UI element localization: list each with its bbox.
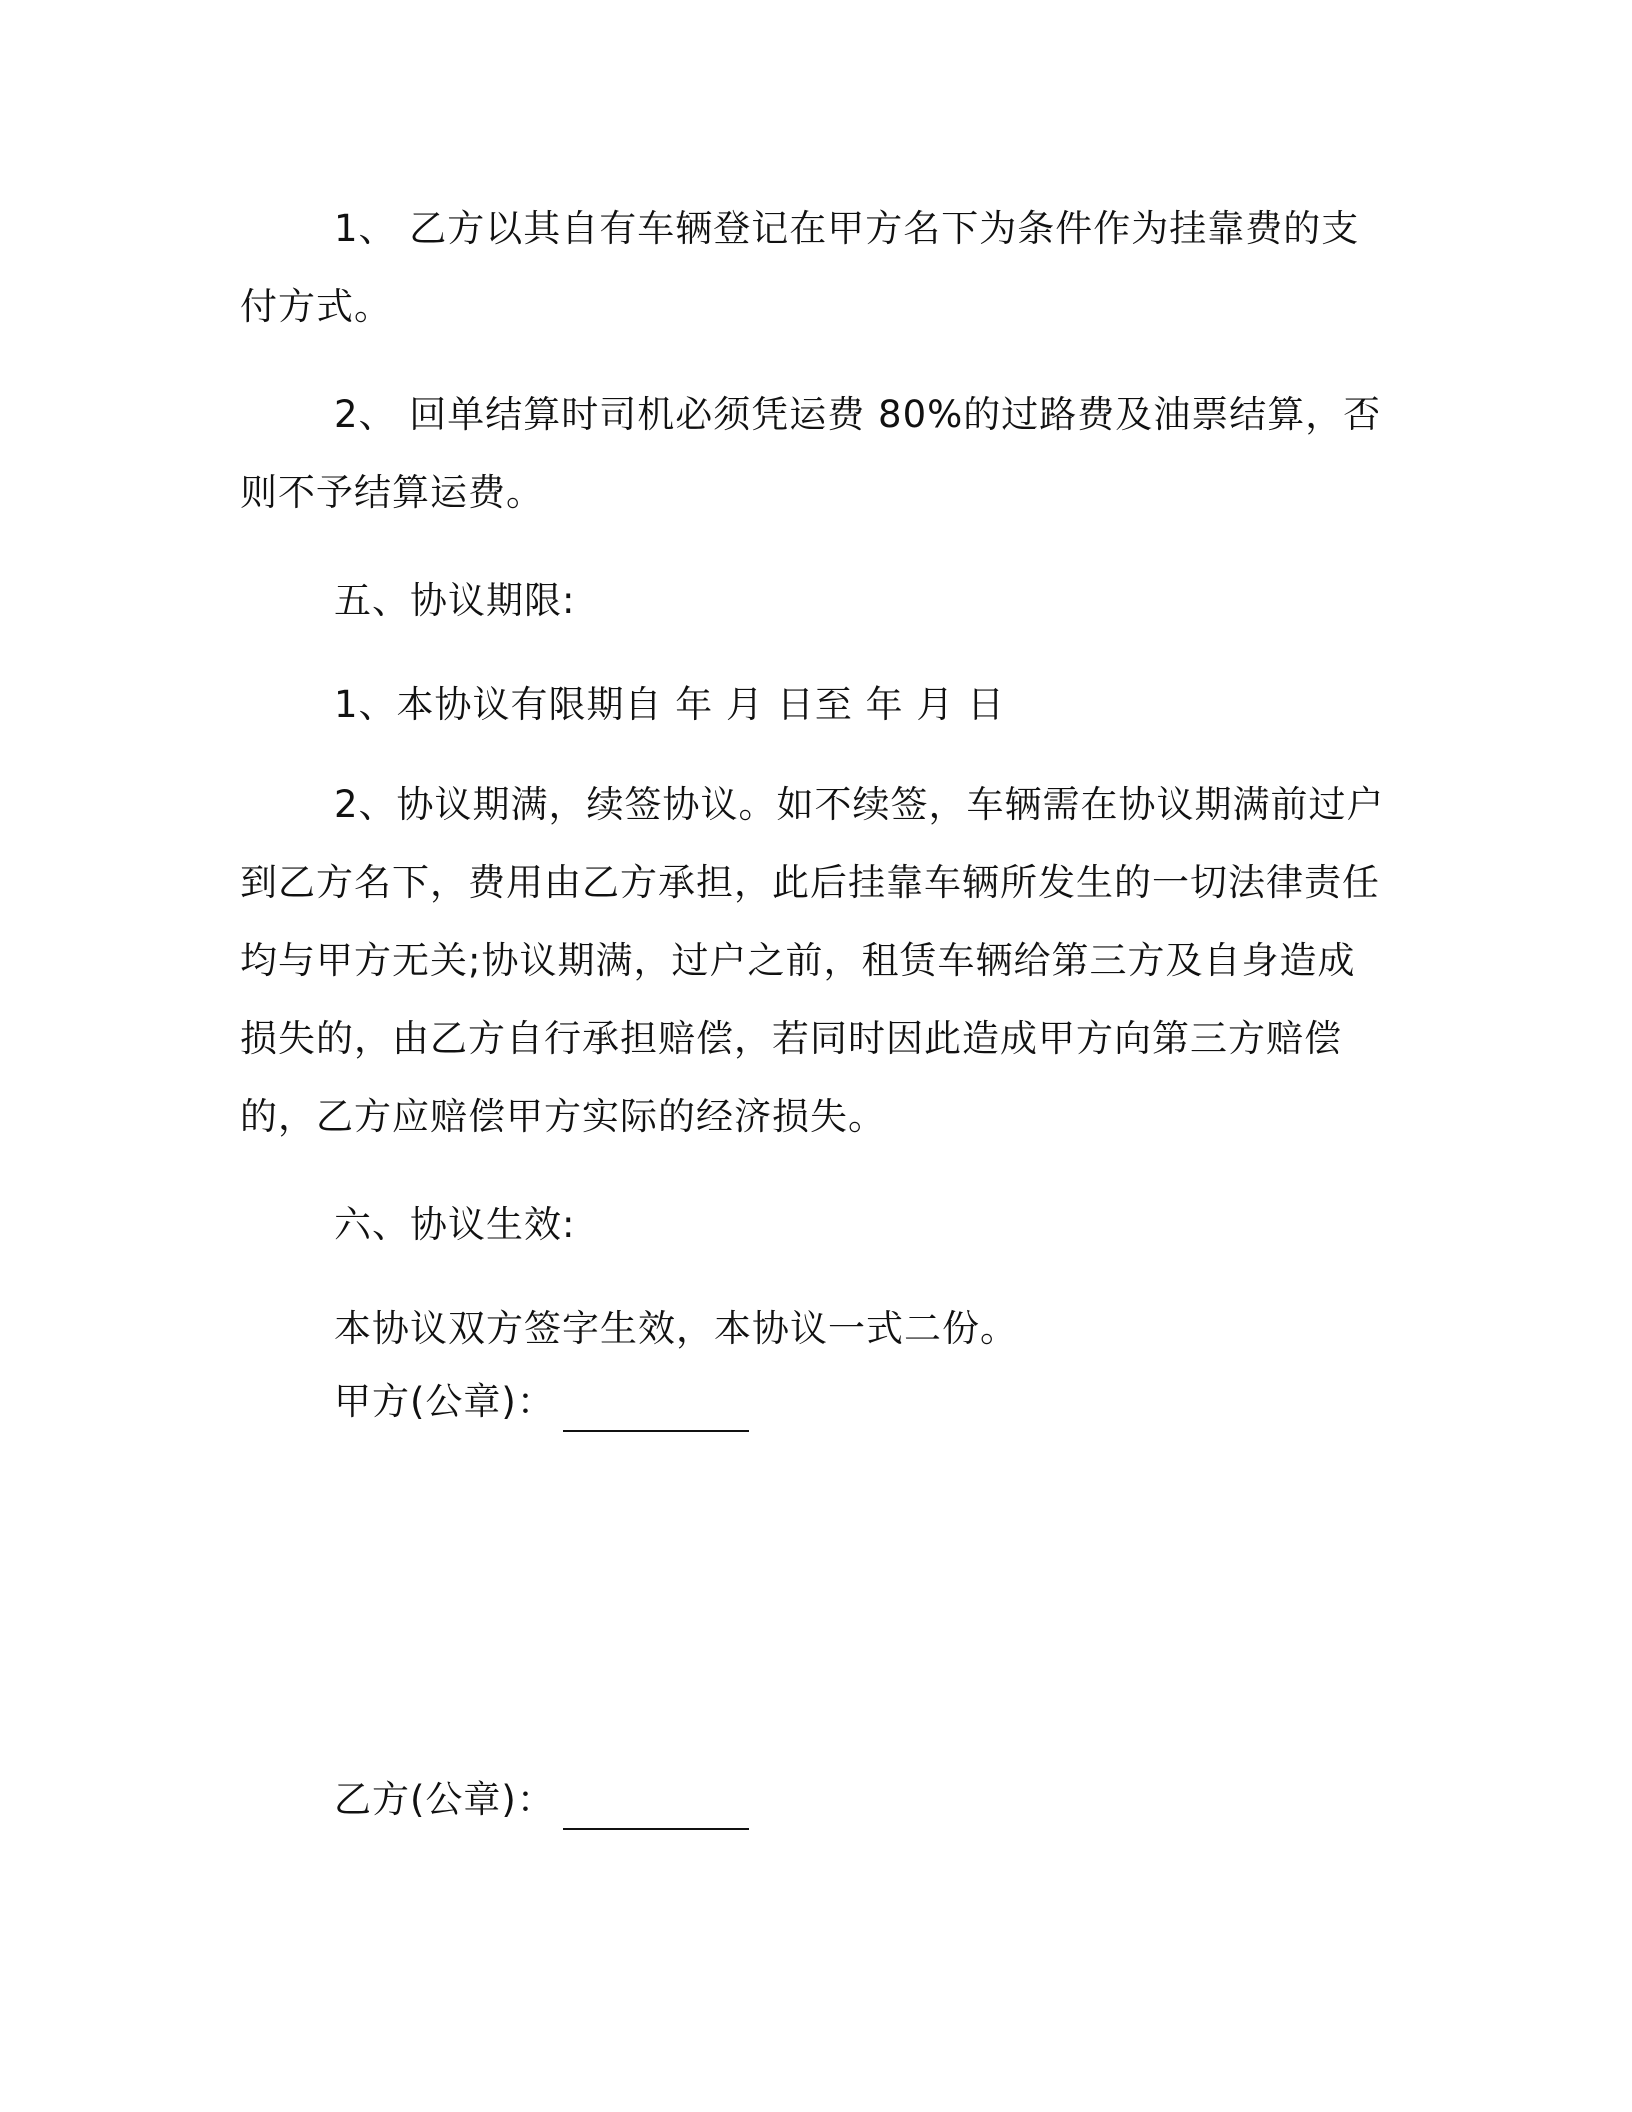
party-b-label: 乙方(公章)： [334,1778,555,1821]
clause-term-period: 1、本协议有限期自 年 月 日至 年 月 日 [334,683,1006,726]
clause-payment-method: 1、 乙方以其自有车辆登记在甲方名下为条件作为挂靠费的支付方式。 [240,207,1360,328]
party-a-signature [334,1372,749,1432]
clause-settlement-rule: 2、 回单结算时司机必须凭运费 80%的过路费及油票结算，否则不予结算运费。 [240,393,1382,514]
section-heading-term: 五、协议期限: [334,579,576,622]
section-heading-effect: 六、协议生效: [334,1203,576,1246]
party-a-signature-blank [563,1386,749,1432]
clause-effectiveness: 本协议双方签字生效，本协议一式二份。 [334,1307,1018,1350]
party-b-signature [334,1770,749,1830]
party-a-label: 甲方(公章)： [334,1380,555,1423]
clause-term-expiry: 2、协议期满，续签协议。如不续签，车辆需在协议期满前过户到乙方名下，费用由乙方承担，此后挂靠车辆所发生的一切法律责任均与甲方无关;协议期满，过户之前，租赁车辆给第三方及自身造成损失的，由乙方自行承担赔偿，若同时因此造成甲方向第三方赔偿的，乙方应赔偿甲方实际的经济损失。 [240,783,1385,1138]
party-b-signature-blank [563,1784,749,1830]
document-body [240,190,1390,1398]
